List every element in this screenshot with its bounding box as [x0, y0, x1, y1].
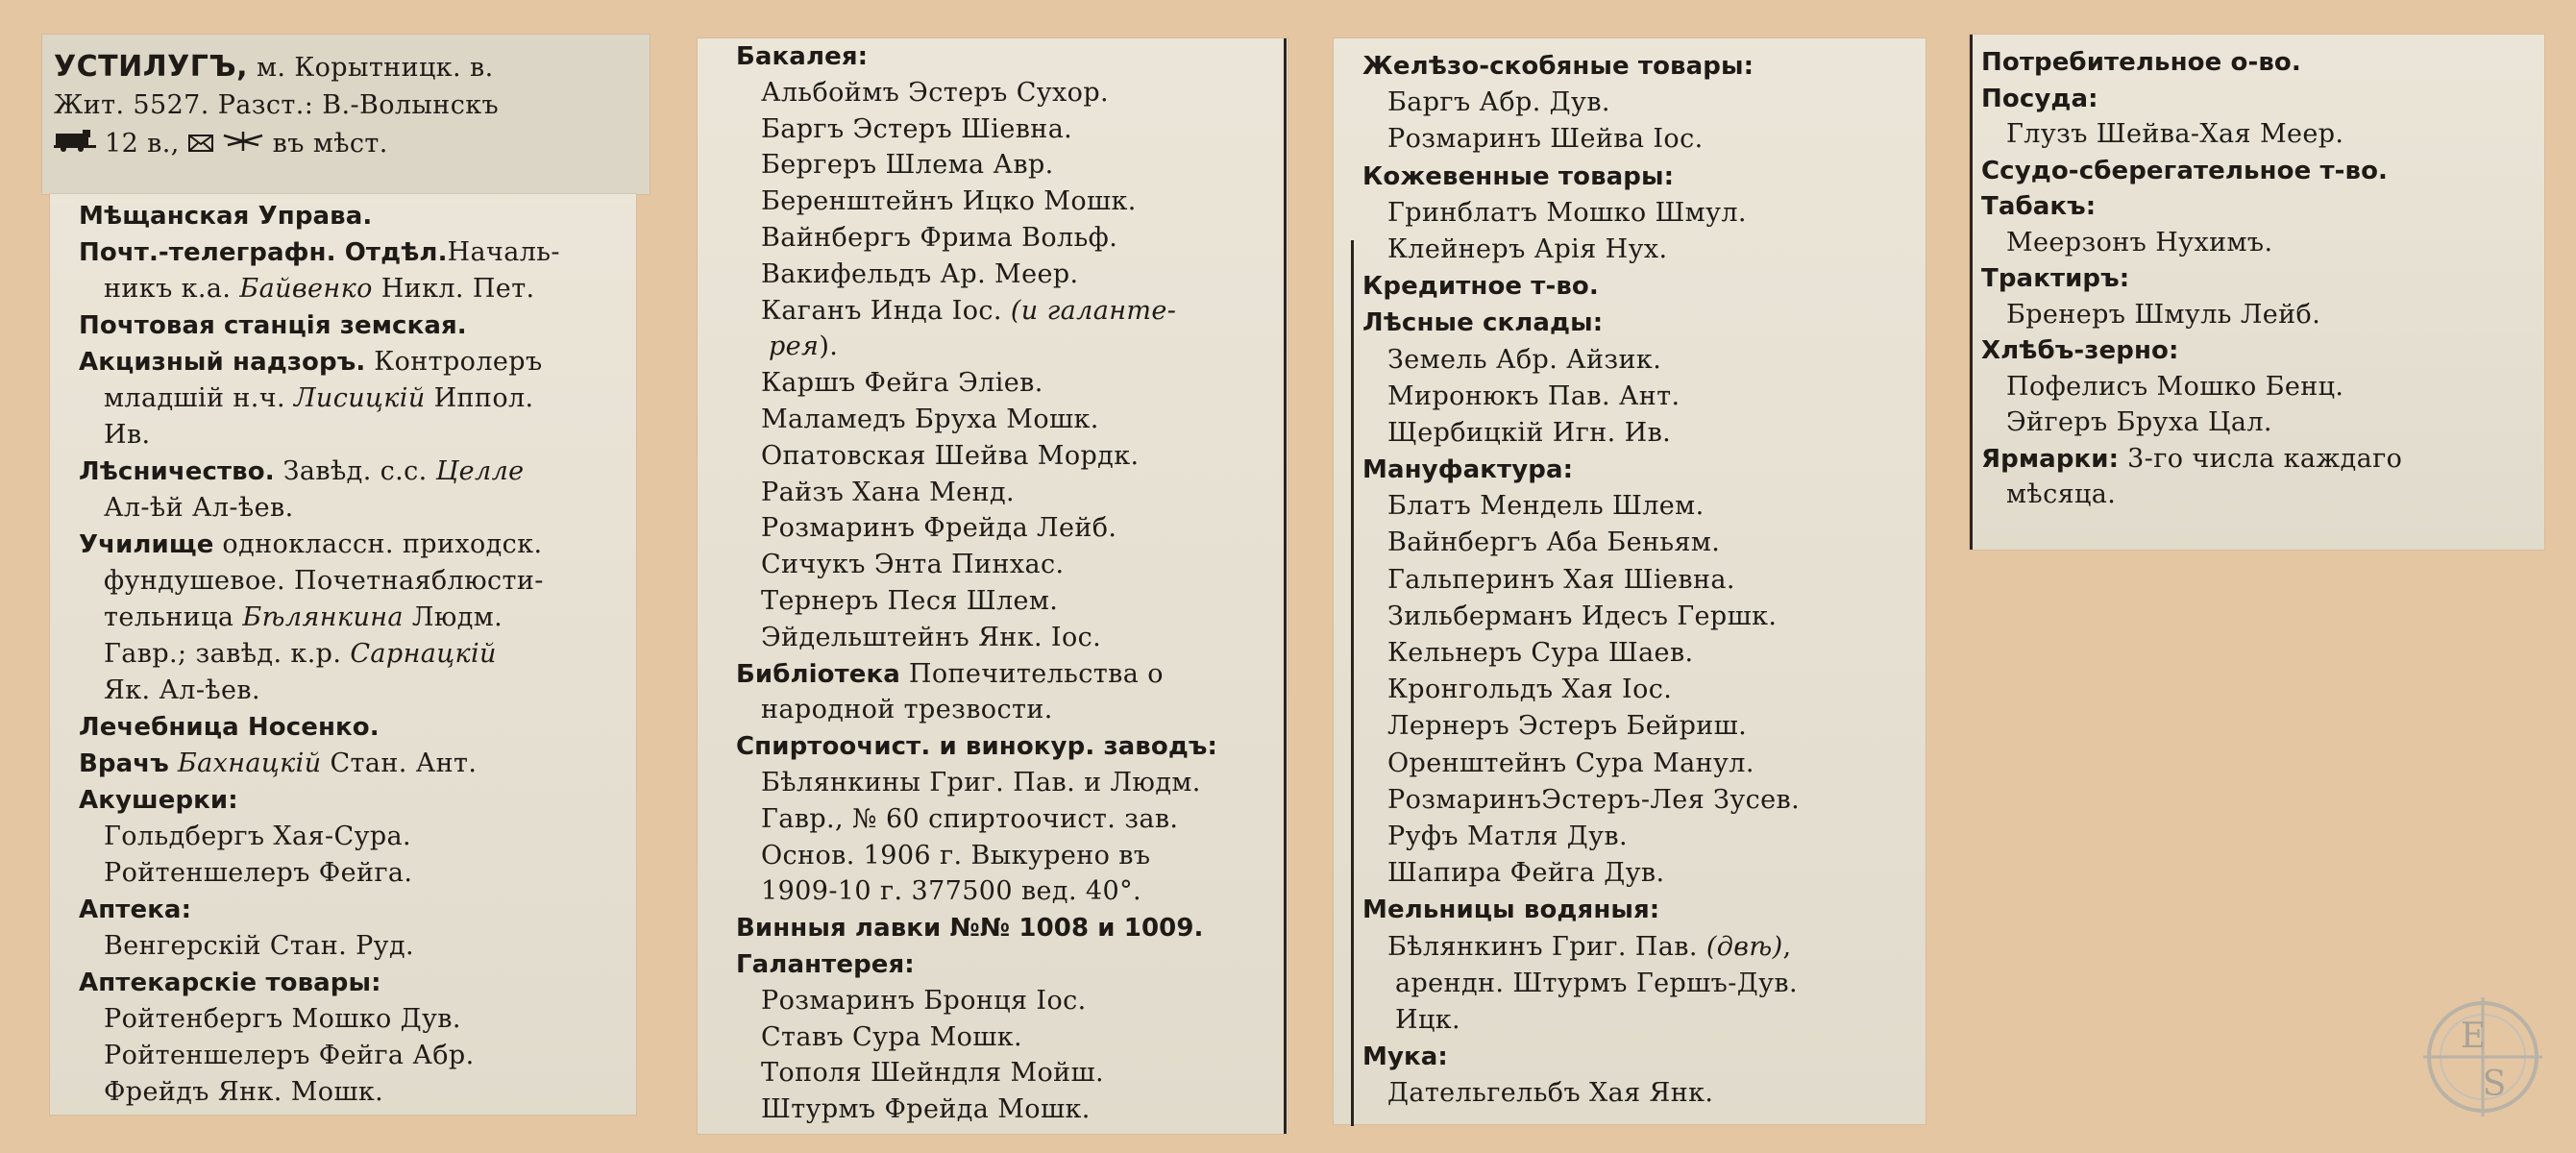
railway-station-icon [54, 126, 96, 164]
directory-line [1981, 297, 2544, 333]
heading-text: Потребительное о-во. [1981, 48, 2301, 77]
entry-text: Основ. 1906 г. Выкурено въ [761, 840, 1151, 871]
directory-line [1981, 405, 2544, 441]
directory-line [736, 402, 1288, 438]
entry-text: Альбоймъ Эстеръ Сухор. [761, 77, 1110, 108]
entry-text-tail: Никл. Пет. [372, 274, 535, 304]
directory-line [1362, 379, 1926, 415]
header-line-2: Жит. 5527. Разст.: В.-Волынскъ [54, 90, 500, 120]
directory-line [736, 111, 1288, 148]
italic-name: Целле [435, 456, 525, 486]
entry-text: Бѣлянкинъ Григ. Пав. [1387, 931, 1706, 962]
entry-text: тельница [104, 602, 243, 632]
entry-text: Меерзонъ Нухимъ. [2006, 227, 2273, 258]
directory-line [1362, 672, 1926, 708]
entry-text: Ройтеншелеръ Фейга. [104, 858, 413, 888]
heading-text: Училище [79, 530, 214, 559]
heading-text: Кредитное т-во. [1362, 272, 1599, 302]
directory-line [1362, 855, 1926, 892]
entry-text: Дательгельбъ Хая Янк. [1387, 1078, 1714, 1109]
entry-text: Венгерскій Стан. Руд. [104, 931, 414, 961]
italic-name: Сарнацкій [350, 639, 497, 669]
directory-line [79, 271, 636, 307]
column-2 [698, 38, 1288, 1134]
entry-text: Вайнбергъ Фрима Вольф. [761, 222, 1118, 253]
heading-text: Посуда: [1981, 84, 2098, 113]
header-line-1 [54, 48, 650, 86]
heading-text: Аптекарскіе товары: [79, 969, 381, 997]
column-4 [1970, 35, 2544, 550]
directory-line [736, 910, 1288, 946]
telegraph-icon [222, 126, 264, 164]
directory-line [1362, 892, 1926, 928]
entry-text: Шапира Фейга Дув. [1387, 858, 1665, 889]
heading-text: Мельницы водяныя: [1362, 895, 1660, 925]
directory-line [736, 838, 1288, 874]
heading-text: Аптека: [79, 895, 192, 924]
directory-line [1981, 116, 2544, 153]
entry-text: Руфъ Матля Дув. [1387, 821, 1629, 851]
directory-line [736, 365, 1288, 402]
entry-text-tail: , [1782, 931, 1792, 962]
directory-line [1362, 966, 1926, 1002]
directory-line [79, 965, 636, 1001]
directory-line [79, 307, 636, 344]
column-3 [1334, 38, 1926, 1124]
directory-line [1362, 232, 1926, 268]
entry-text: Ицк. [1395, 1004, 1460, 1035]
directory-line [1362, 819, 1926, 855]
directory-line [1362, 708, 1926, 745]
directory-line [79, 928, 636, 965]
entry-text: Тополя Шейндля Мойш. [761, 1058, 1105, 1089]
italic-name: Лисицкій [293, 383, 426, 413]
directory-line [79, 234, 636, 271]
directory-line [1362, 195, 1926, 232]
directory-line [79, 636, 636, 673]
directory-line [736, 257, 1288, 293]
heading-text: Кожевенные товары: [1362, 161, 1675, 191]
heading-text: Библіотека [736, 659, 900, 689]
entry-text: РозмаринъЭстеръ-Лея Зусев. [1387, 784, 1801, 815]
heading-text: Мануфактура: [1362, 455, 1574, 485]
directory-line [1362, 85, 1926, 121]
post-envelope-icon [188, 126, 213, 164]
entry-text: Розмаринъ Шейва Іос. [1387, 124, 1704, 155]
directory-line [1981, 369, 2544, 405]
directory-line [1362, 599, 1926, 635]
entry-text: фундушевое. Почетнаяблюсти- [104, 566, 544, 596]
entry-text: народной трезвости. [761, 695, 1053, 725]
directory-line [1981, 477, 2544, 513]
heading-text: Винныя лавки №№ 1008 и 1009. [736, 914, 1204, 944]
town-title: УСТИЛУГЪ, [54, 50, 248, 84]
directory-line [736, 983, 1288, 1019]
directory-line [1362, 635, 1926, 672]
directory-line [79, 417, 636, 454]
column-1 [50, 194, 636, 1115]
entry-text: Эйгеръ Бруха Цал. [2006, 407, 2272, 437]
directory-line [79, 746, 636, 782]
entry-text: Эйдельштейнъ Янк. Іос. [761, 622, 1102, 652]
directory-line [1981, 188, 2544, 225]
directory-line [1362, 48, 1926, 85]
entry-text: Баргъ Эстеръ Шіевна. [761, 113, 1073, 144]
heading-text: Галантерея: [736, 949, 915, 979]
directory-line [736, 329, 1288, 365]
directory-line [79, 855, 636, 892]
directory-line [79, 527, 636, 563]
heading-text: Акцизный надзоръ. [79, 348, 366, 377]
heading-text: Мѣщанская Управа. [79, 202, 373, 231]
directory-line [736, 1019, 1288, 1056]
header-line3-tail: въ мѣст. [272, 129, 388, 159]
stamp-letter-e: E [2460, 1017, 2487, 1056]
entry-text: Опатовская Шейва Мордк. [761, 440, 1140, 471]
directory-line [1362, 1002, 1926, 1039]
directory-line [1362, 121, 1926, 158]
italic-name: Байвенко [239, 274, 373, 304]
entry-text: Розмаринъ Фрейда Лейб. [761, 513, 1117, 544]
directory-line [736, 583, 1288, 620]
directory-line [1362, 159, 1926, 195]
column-3-lines [1362, 48, 1926, 1112]
entry-text: Попечительства о [899, 658, 1164, 689]
heading-text: Акушерки: [79, 786, 238, 815]
entry-text: 1909-10 г. 377500 вед. 40°. [761, 876, 1141, 907]
entry-text: Бергеръ Шлема Авр. [761, 150, 1054, 181]
heading-text: Врачъ [79, 749, 169, 778]
column-divider-4 [1970, 35, 1973, 550]
entry-text: Оренштейнъ Сура Манул. [1387, 748, 1754, 778]
directory-line [1362, 746, 1926, 782]
directory-line [1981, 44, 2544, 81]
directory-line [79, 1038, 636, 1074]
column-2-lines [736, 38, 1288, 1128]
entry-text: Миронюкъ Пав. Ант. [1387, 380, 1681, 411]
directory-line [79, 892, 636, 928]
entry-text: мѣсяца. [2006, 479, 2117, 509]
entry-text: Як. Ал-ѣев. [104, 675, 261, 705]
entry-text: одноклассн. приходск. [213, 529, 543, 559]
entry-text: Штурмъ Фрейда Мошк. [761, 1094, 1091, 1125]
column-divider-3 [1351, 240, 1354, 1126]
heading-text: Ссудо-сберегательное т-во. [1981, 156, 2389, 185]
directory-line [79, 454, 636, 490]
entry-text: Гальперинъ Хая Шіевна. [1387, 564, 1735, 595]
italic-name: (и галанте- [1010, 295, 1177, 326]
entry-text: Бренеръ Шмуль Лейб. [2006, 299, 2321, 330]
directory-line [736, 1092, 1288, 1128]
entry-text: Кельнеръ Сура Шаев. [1387, 638, 1694, 668]
directory-line [736, 873, 1288, 910]
directory-line [79, 673, 636, 709]
entry-text: Вакифельдъ Ар. Меер. [761, 258, 1079, 289]
entry-text: Бѣлянкины Григ. Пав. и Людм. [761, 767, 1201, 797]
directory-line [736, 1055, 1288, 1092]
directory-line [1981, 225, 2544, 261]
directory-line [1362, 268, 1926, 305]
directory-line [79, 709, 636, 746]
directory-line [736, 510, 1288, 547]
directory-line [79, 198, 636, 234]
directory-line [736, 38, 1288, 75]
italic-name: рея [769, 331, 820, 362]
directory-line [736, 147, 1288, 184]
column-1-lines [79, 198, 636, 1111]
entry-text: Щербицкій Игн. Ив. [1387, 417, 1672, 448]
entry-text: Завѣд. с.с. [274, 456, 436, 486]
entry-text: Вайнбергъ Аба Беньям. [1387, 527, 1721, 558]
column-divider-2 [1284, 38, 1287, 1134]
entry-text: Ройтеншелеръ Фейга Абр. [104, 1041, 475, 1070]
entry-text: Кронгольдъ Хая Іос. [1387, 675, 1673, 705]
directory-line [1362, 342, 1926, 379]
entry-text: Земель Абр. Айзик. [1387, 344, 1662, 375]
entry-text: Глузъ Шейва-Хая Меер. [2006, 119, 2344, 149]
column-4-lines [1981, 44, 2544, 513]
entry-text: никъ к.а. [104, 274, 240, 304]
directory-line [79, 380, 636, 417]
heading-text: Бакалея: [736, 42, 869, 71]
directory-line [1362, 562, 1926, 599]
heading-text: Желѣзо-скобяные товары: [1362, 52, 1754, 81]
directory-line [1362, 782, 1926, 819]
directory-line [736, 547, 1288, 583]
directory-line [1981, 81, 2544, 117]
directory-line [79, 563, 636, 600]
entry-text-tail: ). [819, 331, 839, 362]
entry-text: Пофелисъ Мошко Бенц. [2006, 371, 2344, 402]
directory-line [736, 692, 1288, 728]
directory-line [736, 220, 1288, 257]
entry-text: Каганъ Инда Іос. [761, 295, 1011, 326]
entry-text: младшій н.ч. [104, 383, 294, 413]
directory-line [736, 728, 1288, 765]
entry-text: Сичукъ Энта Пинхас. [761, 550, 1065, 580]
directory-line [736, 620, 1288, 656]
directory-line [1362, 488, 1926, 525]
directory-line [1981, 332, 2544, 369]
directory-line [79, 819, 636, 855]
entry-text: Ставъ Сура Мошк. [761, 1021, 1023, 1052]
heading-text: Хлѣбъ-зерно: [1981, 336, 2179, 365]
heading-text: Трактиръ: [1981, 264, 2130, 293]
heading-text: Табакъ: [1981, 192, 2097, 221]
header-clip [42, 35, 650, 194]
entry-text: Беренштейнъ Ицко Мошк. [761, 186, 1137, 217]
entry-text: арендн. Штурмъ Гершъ-Дув. [1395, 968, 1798, 998]
entry-text: Контролеръ [365, 347, 543, 377]
entry-text: Райзъ Хана Менд. [761, 477, 1015, 507]
directory-line [1362, 929, 1926, 966]
italic-name: Бахнацкій [177, 748, 322, 778]
directory-line [1362, 1039, 1926, 1075]
directory-line [736, 438, 1288, 475]
directory-line [79, 1001, 636, 1038]
directory-line [1981, 441, 2544, 478]
entry-text: Гольдбергъ Хая-Сура. [104, 822, 412, 851]
directory-line [736, 184, 1288, 220]
entry-text: Зильберманъ Идесъ Гершк. [1387, 601, 1778, 631]
entry-text-tail: Людм. [403, 602, 503, 632]
heading-text: Лѣсные склады: [1362, 308, 1604, 338]
entry-text: Клейнеръ Арія Нух. [1387, 233, 1668, 264]
heading-text: Почт.-телеграфн. Отдѣл. [79, 238, 448, 267]
heading-text: Почтовая станція земская. [79, 311, 467, 340]
directory-line [1362, 415, 1926, 452]
directory-line [1362, 452, 1926, 488]
directory-line [1981, 153, 2544, 189]
entry-text: Гринблатъ Мошко Шмул. [1387, 197, 1747, 228]
entry-text: Гавр.; завѣд. к.р. [104, 639, 351, 669]
entry-text: Ив. [104, 420, 151, 450]
es-stamp-logo [2421, 995, 2544, 1118]
header-line-3 [54, 125, 650, 163]
heading-text: Спиртоочист. и винокур. заводъ: [736, 732, 1218, 762]
directory-line [79, 1074, 636, 1111]
directory-line [79, 782, 636, 819]
italic-name: Бѣлянкина [242, 602, 404, 632]
entry-text: Каршъ Фейга Эліев. [761, 368, 1043, 399]
directory-line [79, 344, 636, 380]
heading-text: Лѣсничество. [79, 457, 275, 486]
entry-text: Лернеръ Эстеръ Бейриш. [1387, 711, 1748, 742]
entry-text: Фрейдъ Янк. Мошк. [104, 1077, 384, 1107]
directory-line [736, 475, 1288, 511]
entry-text: Блатъ Мендель Шлем. [1387, 491, 1705, 522]
entry-text: Ройтенбергъ Мошко Дув. [104, 1004, 461, 1034]
entry-text-tail: Стан. Ант. [321, 748, 478, 778]
entry-text: Баргъ Абр. Дув. [1387, 87, 1610, 118]
directory-line [1362, 525, 1926, 561]
directory-line [1981, 260, 2544, 297]
entry-text: Началь- [447, 237, 560, 267]
entry-text: Тернеръ Песя Шлем. [761, 585, 1059, 616]
entry-text: 3-го числа каждаго [2119, 443, 2403, 474]
entry-text [169, 748, 178, 778]
italic-name: (двѣ) [1705, 931, 1783, 962]
header-line1-rest: м. Корытницк. в. [256, 53, 494, 83]
entry-text: Розмаринъ Бронця Іос. [761, 985, 1087, 1016]
entry-text: Гавр., № 60 спиртоочист. зав. [761, 803, 1179, 834]
heading-text: Мука: [1362, 1043, 1448, 1072]
stamp-letter-s: S [2482, 1065, 2507, 1104]
entry-text: Маламедъ Бруха Мошк. [761, 404, 1099, 434]
directory-line [79, 600, 636, 636]
directory-line [79, 490, 636, 527]
directory-line [736, 656, 1288, 693]
entry-text: Ал-ѣй Ал-ѣев. [104, 493, 294, 523]
heading-text: Лечебница Носенко. [79, 713, 380, 742]
directory-line [736, 946, 1288, 983]
directory-line [736, 801, 1288, 838]
directory-line [736, 293, 1288, 330]
directory-line [1362, 1075, 1926, 1112]
entry-text-tail: Иппол. [425, 383, 534, 413]
directory-line [1362, 305, 1926, 341]
distance-text: 12 в., [104, 129, 180, 159]
heading-text: Ярмарки: [1981, 444, 2120, 474]
directory-line [736, 75, 1288, 111]
directory-line [736, 765, 1288, 801]
